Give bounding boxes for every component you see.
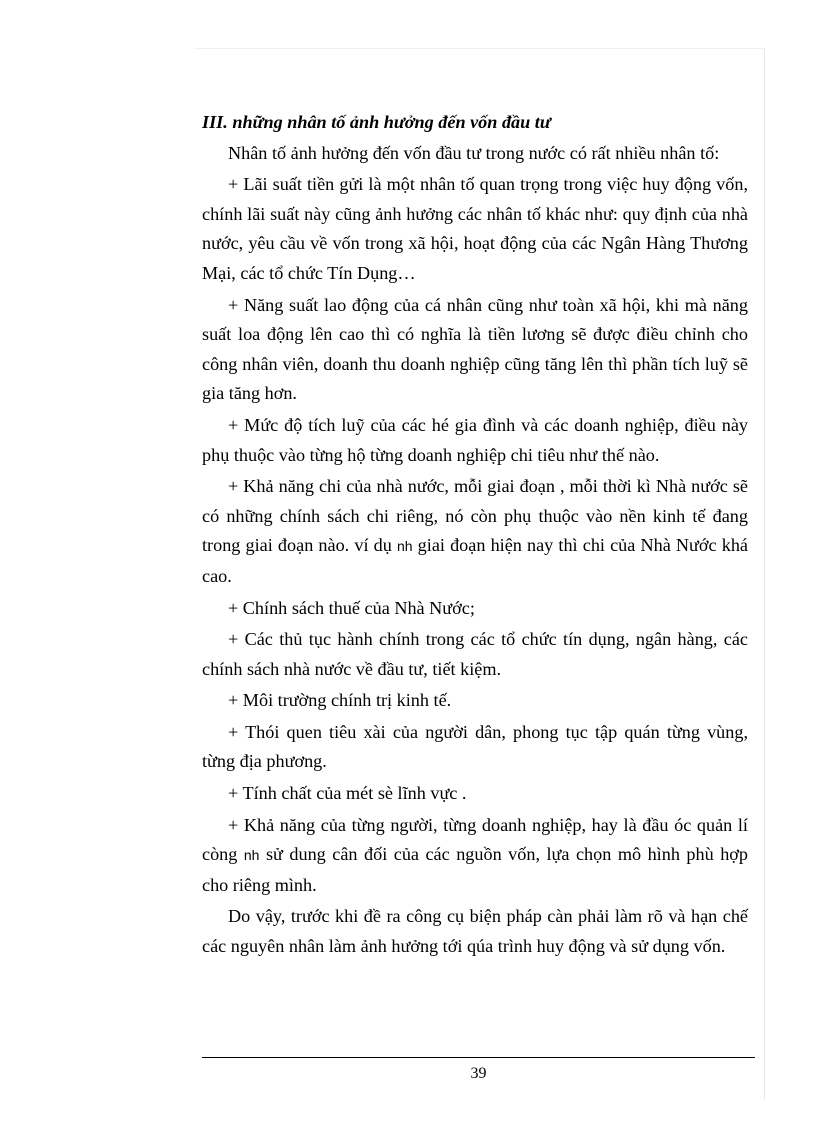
paragraph-state-spending-tail: giai đoạn hiện nay thì chi của Nhà Nước khá cao.	[202, 535, 748, 586]
paragraph-admin-procedures: + Các thủ tục hành chính trong các tổ chức tín dụng, ngân hàng, các chính sách nhà nước về đầu tư, tiết kiệm.	[202, 629, 748, 679]
footer-rule	[202, 1057, 755, 1058]
paragraph-field-nature: + Tính chất của mét sè lĩnh vực .	[228, 783, 467, 804]
paragraph-accumulation: + Mức độ tích luỹ của các hé gia đình và các doanh nghiệp, điều này phụ thuộc vào từng hộ từng doanh nghiệp chi tiêu như thế nào.	[202, 414, 748, 465]
paragraph-tax-policy: + Chính sách thuế của Nhà Nước;	[228, 597, 475, 618]
paragraph-capability	[202, 811, 748, 901]
paragraph-interest-rate: + Lãi suất tiền gửi là một nhân tố quan trọng trong việc huy động vốn, chính lãi suất này cũng ảnh hưởng các nhân tố khác như: quy định của nhà nước, yêu cầu về vốn trong xã hội, hoạt động của các Ngân Hàng Thương Mại, các tổ chức Tín Dụng…	[202, 174, 748, 283]
paragraph-capability-text: + Khả năng của từng người, từng doanh nghiệp, hay là đầu óc quản lí còng	[202, 814, 748, 865]
paragraph-state-spending-nh: nh	[396, 538, 413, 555]
paragraph-state-spending-text: + Khả năng chi của nhà nước, mỗi giai đoạn , mỗi thời kì Nhà nước sẽ có những chính sách chi riêng, nó còn phụ thuộc vào nền kinh tế đang trong giai đoạn nào. ví dụ	[202, 476, 748, 556]
page-number: 39	[470, 1065, 487, 1082]
paragraph-conclusion: Do vậy, trước khi đề ra công cụ biện pháp càn phải làm rõ và hạn chế các nguyên nhân làm ảnh hưởng tới qúa trình huy động và sử dụng vốn.	[202, 906, 748, 957]
paragraph-capability-tail: sử dung cân đối của các nguồn vốn, lựa chọn mô hình phù hợp cho riêng mình.	[202, 844, 749, 895]
paragraph-labor-productivity: + Năng suất lao động của cá nhân cũng như toàn xã hội, khi mà năng suất loa động lên cao thì có nghĩa là tiền lương sẽ được điều chỉnh cho công nhân viên, doanh thu doanh nghiệp cũng tăng lên thì phần tích luỹ sẽ gia tăng hơn.	[202, 294, 748, 404]
paragraph-habits: + Thói quen tiêu xài của người dân, phong tục tập quán từng vùng, từng địa phương.	[202, 721, 748, 772]
paragraph-intro: Nhân tố ảnh hưởng đến vốn đầu tư trong nước có rất nhiều nhân tố:	[228, 142, 720, 163]
paragraph-state-spending	[202, 472, 748, 591]
document-body	[202, 108, 748, 964]
section-heading: III. những nhân tố ảnh hưởng đến vốn đầu tư	[202, 112, 551, 132]
paragraph-environment: + Môi trường chính trị kinh tế.	[228, 690, 452, 711]
paragraph-capability-nh: nh	[243, 847, 260, 864]
